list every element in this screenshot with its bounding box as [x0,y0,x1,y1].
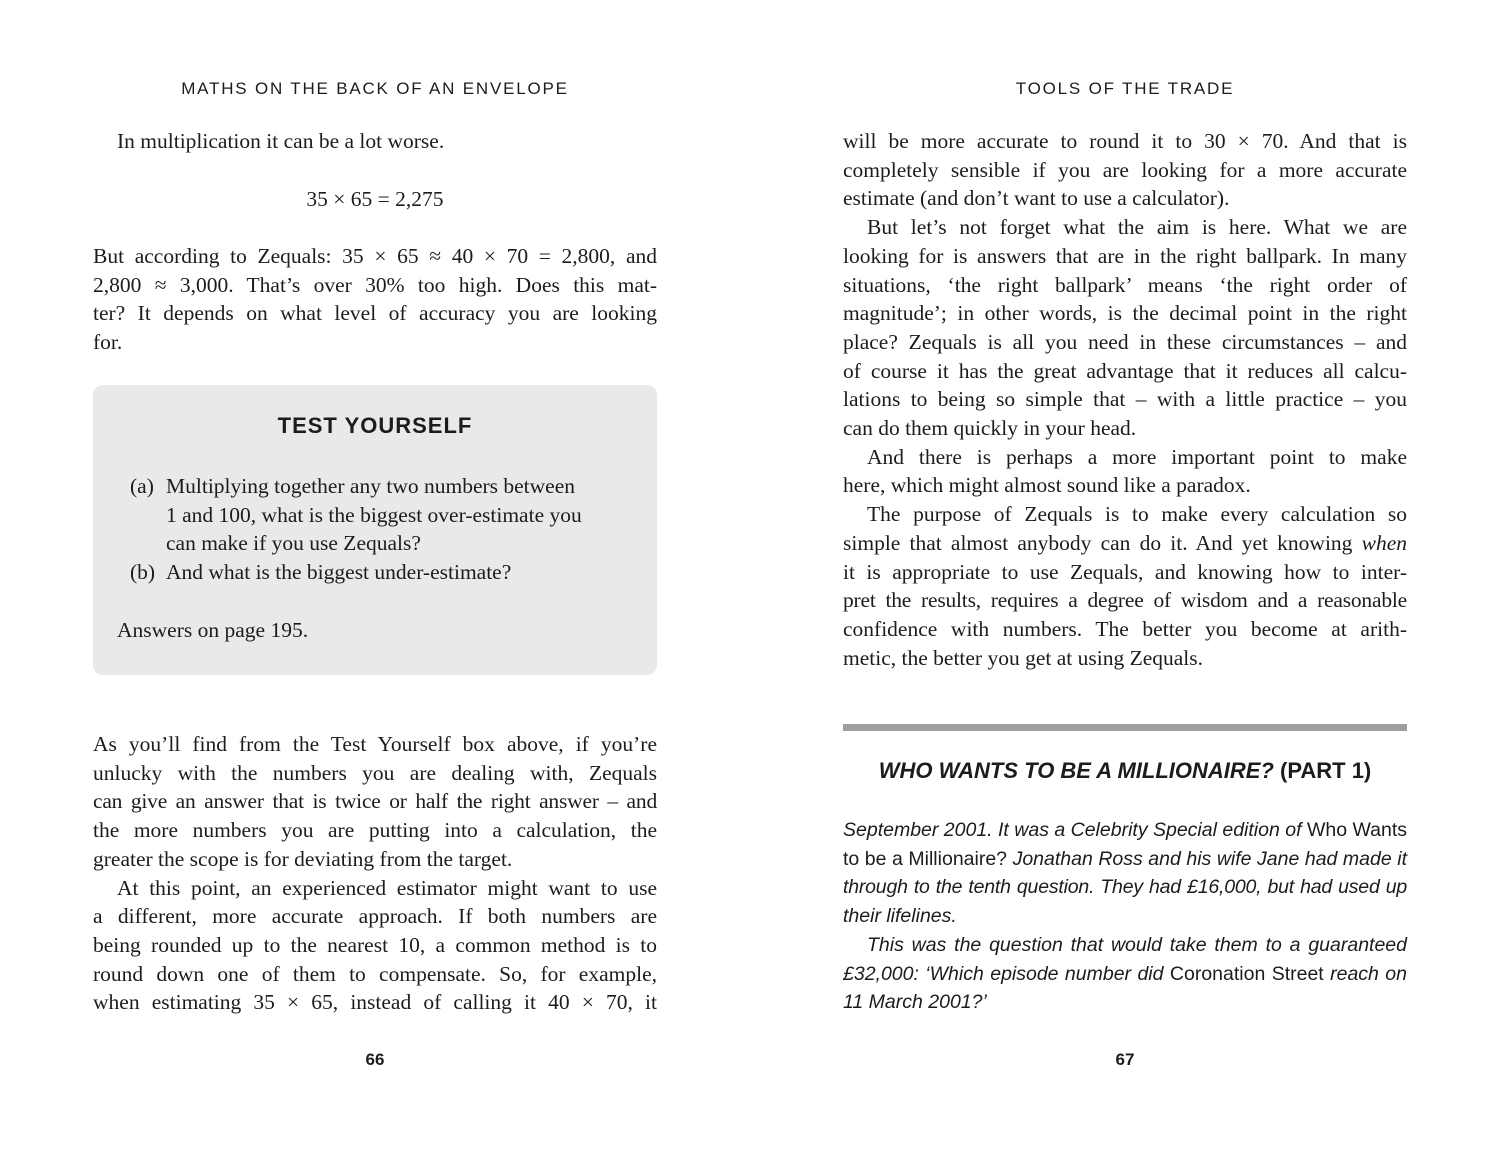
para3-line1: At this point, an experienced estimator might want to use [117,875,657,900]
section-rule [843,724,1407,731]
para2-line5: greater the scope is for deviating from the target. [93,846,513,871]
running-head-right: TOOLS OF THE TRADE [1015,79,1235,98]
p3-line2: here, which might almost sound like a paradox. [843,473,1251,498]
p1-line1: will be more accurate to round it to 30 × 70. And that is [843,129,1407,153]
para3-line2: a different, more accurate approach. If both numbers are [93,904,657,929]
p4-line4: pret the results, requires a degree of wisdom and a reasonable [843,588,1407,613]
p4-line3: it is appropriate to use Zequals, and knowing how to inter- [843,559,1407,584]
story-line2-title: to be a Millionaire? [843,847,1008,870]
para3-line4: round down one of them to compensate. So, for example, [93,961,657,986]
millionaire-story [843,816,1407,1017]
box-answers: Answers on page 195. [117,618,309,642]
equation [93,185,657,214]
question-b [130,558,630,587]
para2-line1: As you’ll find from the Test Yourself box above, if you’re [93,732,657,756]
question-b-line1: And what is the biggest under-estimate? [166,560,512,584]
para3-line3: being rounded up to the nearest 10, a common method is to [93,932,657,957]
story-line5: This was the question that would take them to a guaranteed [867,933,1407,956]
para3-line5: when estimating 35 × 65, instead of calling it 40 × 70, it [93,990,657,1015]
section-title [843,758,1407,784]
p1-line2: completely sensible if you are looking for a more accurate [843,157,1407,182]
p4-line2 [843,529,1407,558]
p2-line6: of course it has the great advantage that it reduces all calcu- [843,358,1407,383]
para2-line4: the more numbers you are putting into a calculation, the [93,818,657,843]
intro-line: In multiplication it can be a lot worse. [117,129,445,153]
p4-line5: confidence with numbers. The better you become at arith- [843,616,1407,641]
section-title-main: WHO WANTS TO BE A MILLIONAIRE? [878,758,1274,783]
para1-line3: ter? It depends on what level of accuracy you are looking [93,301,657,326]
p4-line6: metic, the better you get at using Zequals. [843,645,1204,670]
story-line1 [843,816,1407,845]
story-line2 [843,845,1407,874]
p2-line1: But let’s not forget what the aim is here. What we are [867,215,1407,240]
intro-block [93,127,657,156]
section-title-part: (PART 1) [1273,758,1372,783]
p4-line2-emphasis: when [1361,530,1407,555]
para1-line2: 2,800 ≈ 3,000. That’s over 30% too high. Does this mat- [93,272,657,297]
right-body-text [843,127,1407,672]
para2-line3: can give an answer that is twice or half the right answer – and [93,789,657,814]
page-number-right: 67 [1115,1050,1135,1069]
story-line3: through to the tenth question. They had £16,000, but had used up [843,876,1407,899]
story-line6-text: £32,000: ‘Which episode number did [843,962,1170,985]
equation-text: 35 × 65 = 2,275 [306,187,444,211]
question-b-label: (b) [130,560,156,584]
story-line7: 11 March 2001?’ [843,991,987,1014]
p2-line4: magnitude’; in other words, is the decimal point in the right [843,301,1407,326]
p2-line8: can do them quickly in your head. [843,416,1137,441]
p2-line7: lations to being so simple that – with a little practice – you [843,387,1407,412]
p2-line5: place? Zequals is all you need in these circumstances – and [843,329,1407,354]
p4-line1: The purpose of Zequals is to make every calculation so [867,502,1407,527]
story-line1-text: September 2001. It was a Celebrity Special edition of [843,819,1307,841]
question-a-label: (a) [130,474,154,498]
story-line6-end: reach on [1323,962,1407,985]
story-line6-title: Coronation Street [1169,962,1324,985]
para1-line4: for. [93,330,123,355]
running-head-left: MATHS ON THE BACK OF AN ENVELOPE [181,79,569,98]
p2-line3: situations, ‘the right ballpark’ means ‘the right order of [843,272,1407,297]
para1-line1: But according to Zequals: 35 × 65 ≈ 40 × 70 = 2,800, and [93,244,657,268]
paragraph-test-yourself [93,730,657,1017]
paragraph-zequals [93,242,657,357]
question-a [130,472,630,558]
question-a-line1: Multiplying together any two numbers between [166,474,576,498]
story-line6 [843,960,1407,989]
question-a-line2: 1 and 100, what is the biggest over-estimate you [166,502,582,527]
page-number-left: 66 [365,1050,385,1069]
story-line4: their lifelines. [843,905,957,928]
p4-line2-text: simple that almost anybody can do it. And yet knowing [843,530,1362,555]
question-a-line3: can make if you use Zequals? [166,531,421,556]
story-line1-title: Who Wants [1306,819,1407,841]
story-line2-text: Jonathan Ross and his wife Jane had made it [1007,847,1407,870]
p1-line3: estimate (and don’t want to use a calculator). [843,186,1230,211]
para2-line2: unlucky with the numbers you are dealing with, Zequals [93,760,657,785]
right-page [750,0,1500,1151]
p3-line1: And there is perhaps a more important point to make [867,444,1407,469]
box-title: TEST YOURSELF [277,413,473,438]
p2-line2: looking for is answers that are in the right ballpark. In many [843,243,1407,268]
